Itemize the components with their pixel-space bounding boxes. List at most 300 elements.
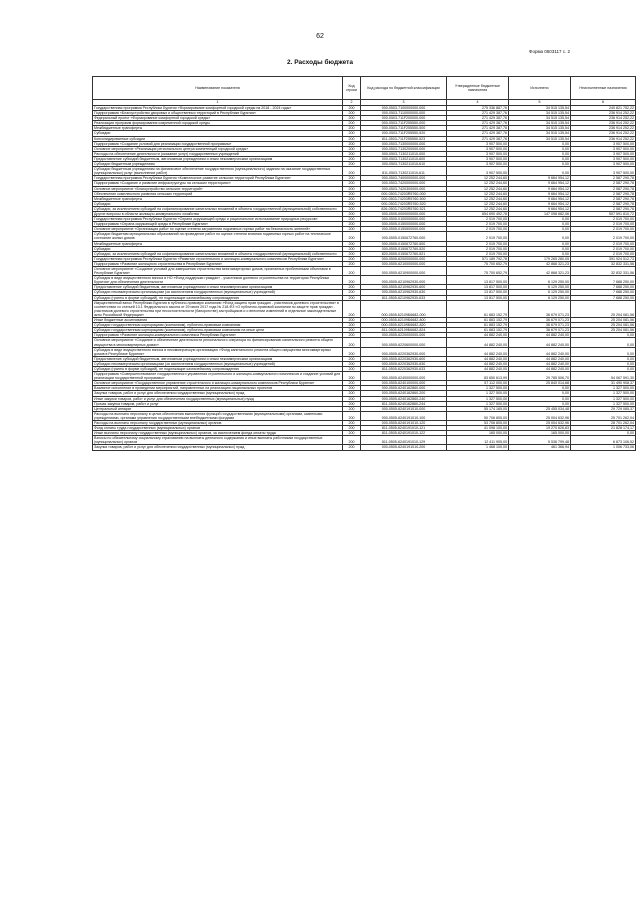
table-body <box>93 106 636 451</box>
row-unexecuted: 236 914 252,22 <box>571 136 636 141</box>
row-name: Субсидии некоммерческим организациям (за исключением государственных (муниципальных) учреждений) <box>93 361 343 366</box>
row-classification-code: 000-0503-7420300000-000 <box>361 186 447 191</box>
row-line-code: 200 <box>343 146 361 151</box>
row-name: Фонд оплаты труда государственных (муниципальных) органов <box>93 426 343 431</box>
row-unexecuted: 1 327 500,00 <box>571 401 636 406</box>
row-unexecuted: 2 587 290,78 <box>571 206 636 211</box>
row-approved: 44 882 240,00 <box>447 366 509 371</box>
row-executed: 25 004 632,96 <box>509 411 571 420</box>
row-name: Субсидии <box>93 201 343 206</box>
row-name: Субсидии, за исключением субсидий на софинансирование капитальных вложений в объекты государственной (муниципальной) собственности <box>93 251 343 256</box>
section-title: 2. Расходы бюджета <box>287 59 353 66</box>
row-name: Предоставление субсидий бюджетным, автономным учреждениям и иным некоммерческим организациям <box>93 356 343 361</box>
row-line-code: 200 <box>343 162 361 167</box>
row-line-code: 200 <box>343 136 361 141</box>
row-approved: 271 429 387,76 <box>447 131 509 136</box>
row-line-code: 200 <box>343 261 361 266</box>
row-line-code: 200 <box>343 356 361 361</box>
row-approved: 12 252 244,60 <box>447 196 509 201</box>
row-classification-code: 000-0503-711F255550-500 <box>361 126 447 131</box>
row-classification-code: 000-0503-7100000000-000 <box>361 106 447 111</box>
row-line-code: 200 <box>343 338 361 347</box>
row-classification-code: 000-0503-7130211010-000 <box>361 151 447 156</box>
column-header-approved: Утвержденные бюджетные назначения <box>447 77 509 100</box>
row-line-code: 200 <box>343 186 361 191</box>
row-name: Субсидии, за исключением субсидий на софинансирование капитальных вложений в объекты государственной (муниципальной) собственности <box>93 206 343 211</box>
row-line-code: 200 <box>343 300 361 317</box>
row-unexecuted: 0,00 <box>571 333 636 338</box>
row-name: Расходы на выплаты персоналу в целях обеспечения выполнения функций государственными (муниципальными) органами, казенными учреждениями, органами управления государственными внебюджетными фондами <box>93 411 343 420</box>
row-line-code: 200 <box>343 267 361 276</box>
row-unexecuted: 7 688 250,00 <box>571 290 636 295</box>
row-executed: 0,00 <box>509 251 571 256</box>
row-classification-code: 000-0505-6220362930-000 <box>361 347 447 356</box>
row-executed: 34 515 135,54 <box>509 106 571 111</box>
row-approved: 3 907 500,00 <box>447 162 509 167</box>
row-unexecuted: 1 327 500,00 <box>571 391 636 396</box>
row-approved: 3 907 500,00 <box>447 151 509 156</box>
row-name: Предоставление субсидий бюджетным, автономным учреждениям и иным некоммерческим организациям <box>93 156 343 161</box>
column-number: 5 <box>509 100 571 106</box>
row-approved: 44 882 240,00 <box>447 361 509 366</box>
column-number: 3 <box>361 100 447 106</box>
row-name: Государственная программа Республики Бурятия «Формирование комфортной городской среды на 2018 - 2024 годы» <box>93 106 343 111</box>
row-unexecuted: 54 067 591,30 <box>571 372 636 381</box>
row-executed: 25 455 034,48 <box>509 406 571 411</box>
row-executed: 147 098 682,06 <box>509 211 571 216</box>
row-line-code: 200 <box>343 211 361 216</box>
row-unexecuted: 7 688 250,00 <box>571 276 636 285</box>
row-name: Основное мероприятие «Государственное управление строительного и жилищно-коммунального комплексов Республики Бурятия» <box>93 381 343 386</box>
row-name: Предоставление субсидий бюджетным, автономным учреждениям и иным некоммерческим организациям <box>93 285 343 290</box>
table-row <box>93 267 636 276</box>
row-name: Прочая закупка товаров, работ и услуг <box>93 401 343 406</box>
row-name: Взносы по обязательному социальному страхованию на выплаты денежного содержания и иные выплаты работникам государственных (муниципальных) органов <box>93 436 343 445</box>
row-classification-code: 000-0505-62109Б6682-800 <box>361 318 447 323</box>
row-name: Закупка товаров, работ и услуг для обеспечения государственных (муниципальных) нужд <box>93 445 343 450</box>
row-approved: 1 327 500,00 <box>447 386 509 391</box>
row-line-code: 200 <box>343 111 361 116</box>
column-number: 4 <box>447 100 509 106</box>
row-approved: 12 252 244,60 <box>447 181 509 186</box>
row-executed: 9 664 954,12 <box>509 191 571 196</box>
row-line-code: 200 <box>343 290 361 295</box>
row-unexecuted: 2 587 290,78 <box>571 186 636 191</box>
row-classification-code: 000-0503-74203R5760-520 <box>361 201 447 206</box>
row-unexecuted: 25 204 081,56 <box>571 328 636 333</box>
row-line-code: 200 <box>343 386 361 391</box>
row-approved: 12 252 244,60 <box>447 176 509 181</box>
row-line-code: 200 <box>343 106 361 111</box>
row-line-code: 200 <box>343 191 361 196</box>
row-approved: 165 000,00 <box>447 431 509 436</box>
row-line-code: 200 <box>343 406 361 411</box>
row-name: Основное мероприятие «Создание условий для завершения строительства многоквартирных домов, признанных проблемными объектами в Республике Бурятия» <box>93 267 343 276</box>
row-line-code: 200 <box>343 276 361 285</box>
row-classification-code: 000-0505-62109Б6682-000 <box>361 300 447 317</box>
row-line-code: 200 <box>343 196 361 201</box>
row-executed: 44 882 240,00 <box>509 338 571 347</box>
row-unexecuted: 236 914 252,22 <box>571 116 636 121</box>
row-executed: 0,00 <box>509 151 571 156</box>
row-classification-code: 811-0505-6240162860-244 <box>361 401 447 406</box>
row-line-code: 200 <box>343 141 361 146</box>
row-name: Подпрограмма «Совершенствование государственного управления строительного и жилищно-коммунального комплексов и создание условий для реализации государственной программы» <box>93 372 343 381</box>
row-line-code: 200 <box>343 396 361 401</box>
row-line-code: 200 <box>343 333 361 338</box>
row-approved: 2 019 700,00 <box>447 217 509 222</box>
row-line-code: 200 <box>343 151 361 156</box>
row-approved: 271 429 387,76 <box>447 111 509 116</box>
row-name: Субсидии государственным корпорациям (компаниям), публично-правовым компаниям на иные цели <box>93 328 343 333</box>
row-classification-code: 000-0505-6220600000-000 <box>361 338 447 347</box>
row-approved: 53 706 805,00 <box>447 421 509 426</box>
column-number: 2 <box>343 100 361 106</box>
row-executed: 25 004 632,96 <box>509 421 571 426</box>
row-executed: 6 129 250,00 <box>509 276 571 285</box>
row-name: Субсидия в виде имущественного взноса в некоммерческую организацию «Фонд капитального ремонта общего имущества многоквартирных домов в Республике Бурятия» <box>93 347 343 356</box>
row-line-code: 200 <box>343 251 361 256</box>
row-unexecuted: 236 914 252,22 <box>571 111 636 116</box>
row-approved: 75 700 652,79 <box>447 267 509 276</box>
row-unexecuted: 0,00 <box>571 366 636 371</box>
row-executed: 34 515 135,54 <box>509 136 571 141</box>
row-name: Основное мероприятие «Реализация регионального центра компетенций городской среды» <box>93 146 343 151</box>
row-approved: 13 817 500,00 <box>447 285 509 290</box>
row-approved: 61 883 152,79 <box>447 328 509 333</box>
row-unexecuted: 0,00 <box>571 356 636 361</box>
row-executed: 25 840 014,68 <box>509 381 571 386</box>
row-approved: 61 883 152,79 <box>447 300 509 317</box>
row-executed: 0,00 <box>509 227 571 232</box>
row-unexecuted: 0,00 <box>571 431 636 436</box>
column-header-line-code: Код строки <box>343 77 361 100</box>
row-executed: 9 664 954,12 <box>509 181 571 186</box>
row-classification-code: 000-0505-6220000000-000 <box>361 333 447 338</box>
row-executed: 36 679 071,23 <box>509 300 571 317</box>
row-approved: 1 468 100,00 <box>447 445 509 450</box>
row-classification-code: 000-0505-6210962930-630 <box>361 290 447 295</box>
row-line-code: 200 <box>343 206 361 211</box>
row-approved: 2 019 700,00 <box>447 222 509 227</box>
row-approved: 61 883 152,79 <box>447 323 509 328</box>
row-approved: 3 907 500,00 <box>447 141 509 146</box>
row-line-code: 200 <box>343 121 361 126</box>
row-approved: 1 327 500,00 <box>447 391 509 396</box>
row-classification-code: 820-0505-0150672760-521 <box>361 251 447 256</box>
row-executed: 44 882 240,00 <box>509 347 571 356</box>
row-line-code: 200 <box>343 366 361 371</box>
row-classification-code: 000-0503-711F200000-000 <box>361 116 447 121</box>
row-name: Субсидии <box>93 246 343 251</box>
row-unexecuted: 1 327 500,00 <box>571 396 636 401</box>
row-unexecuted: 2 587 290,78 <box>571 201 636 206</box>
row-unexecuted: 32 832 331,56 <box>571 261 636 266</box>
row-line-code: 200 <box>343 318 361 323</box>
row-unexecuted: 2 019 700,00 <box>571 241 636 246</box>
row-name: Расходы на выплаты персоналу государственных (муниципальных) органов <box>93 421 343 426</box>
row-classification-code: 000-0505-0000000000-000 <box>361 211 447 216</box>
row-line-code: 200 <box>343 295 361 300</box>
row-unexecuted: 25 204 081,56 <box>571 323 636 328</box>
row-classification-code: 000-0503-7110000000-000 <box>361 111 447 116</box>
row-executed: 19 270 626,83 <box>509 426 571 431</box>
row-line-code: 200 <box>343 401 361 406</box>
row-name: Основное мероприятие «Создание и обеспечение деятельности регионального оператора по финансированию капитального ремонта общего имущества в многоквартирных домах» <box>93 338 343 347</box>
row-name: Консолидированные субсидии <box>93 136 343 141</box>
row-name: Закупка товаров, работ и услуг для обеспечения государственных (муниципальных) нужд <box>93 391 343 396</box>
row-line-code: 200 <box>343 411 361 420</box>
row-unexecuted: 236 914 252,22 <box>571 131 636 136</box>
row-executed: 0,00 <box>509 156 571 161</box>
page-number: 62 <box>316 33 324 40</box>
row-approved: 75 700 652,79 <box>447 261 509 266</box>
row-executed: 44 882 240,00 <box>509 356 571 361</box>
row-approved: 13 817 500,00 <box>447 276 509 285</box>
row-unexecuted: 2 587 290,78 <box>571 176 636 181</box>
row-name: Субсидии государственным корпорациям (компаниям), публично-правовым компаниям <box>93 323 343 328</box>
row-executed: 9 664 954,12 <box>509 196 571 201</box>
row-approved: 83 650 613,99 <box>447 372 509 381</box>
row-executed: 34 515 135,54 <box>509 126 571 131</box>
row-line-code: 200 <box>343 181 361 186</box>
row-approved: 271 429 387,76 <box>447 116 509 121</box>
row-unexecuted: 25 204 081,56 <box>571 300 636 317</box>
row-classification-code: 000-0505-6240191010-100 <box>361 411 447 420</box>
row-executed: 9 664 954,12 <box>509 201 571 206</box>
row-approved: 2 019 700,00 <box>447 241 509 246</box>
row-executed: 9 664 954,12 <box>509 176 571 181</box>
row-line-code: 200 <box>343 436 361 445</box>
row-name: Межбюджетные трансферты <box>93 126 343 131</box>
column-header-classification-code: Код расхода по бюджетной классификации <box>361 77 447 100</box>
row-classification-code: 000-0503-7130000000-000 <box>361 141 447 146</box>
row-executed: 0,00 <box>509 241 571 246</box>
row-classification-code: 000-0503-74203R5760-500 <box>361 196 447 201</box>
row-executed: 36 679 071,23 <box>509 323 571 328</box>
row-unexecuted: 0,00 <box>571 361 636 366</box>
row-line-code: 200 <box>343 131 361 136</box>
row-classification-code: 000-0505-0150600000-000 <box>361 227 447 232</box>
row-classification-code: 000-0503-7420000000-000 <box>361 181 447 186</box>
row-unexecuted: 3 907 500,00 <box>571 141 636 146</box>
row-name: Иные выплаты персоналу государственных (муниципальных) органов, за исключением фонда оплаты труда <box>93 431 343 436</box>
row-unexecuted: 2 019 700,00 <box>571 246 636 251</box>
row-name: Подпрограмма «Благоустройство дворовых и общественных территорий в Республике Бурятия» <box>93 111 343 116</box>
expenses-table <box>92 76 636 451</box>
row-unexecuted: 25 701 262,04 <box>571 411 636 420</box>
row-classification-code: 000-0503-74203R5760-000 <box>361 191 447 196</box>
row-name: Субсидии бюджетам муниципальных образований на проведение работ по оценке степени влияния подземных горных работ на техническое состояние жилых домов <box>93 232 343 241</box>
row-approved: 44 882 240,00 <box>447 347 509 356</box>
row-approved: 57 112 000,00 <box>447 381 509 386</box>
row-executed: 0,00 <box>509 162 571 167</box>
row-approved: 271 429 387,76 <box>447 126 509 131</box>
row-approved: 3 907 500,00 <box>447 156 509 161</box>
row-executed: 0,00 <box>509 396 571 401</box>
row-name: Иные закупки товаров, работ и услуг для обеспечения государственных (муниципальных) нужд <box>93 396 343 401</box>
row-line-code: 200 <box>343 217 361 222</box>
row-executed: 179 265 280,05 <box>509 256 571 261</box>
row-line-code: 200 <box>343 372 361 381</box>
row-name: Подпрограмма «Развитие жилищно-коммунального комплекса Республики Бурятия» <box>93 333 343 338</box>
row-name: Субсидия в виде имущественного взноса в НО «Фонд поддержки граждан» - участников долевого строительства на территории Республики Бурятия» для обеспечения деятельности <box>93 276 343 285</box>
table-row <box>93 167 636 176</box>
row-classification-code: 000-0505-6240000000-000 <box>361 372 447 381</box>
row-name: Основное мероприятие «Благоустройство сельских территорий» <box>93 186 343 191</box>
form-code: Форма 0503117 с. 2 <box>529 49 570 54</box>
row-line-code: 200 <box>343 445 361 450</box>
row-line-code: 200 <box>343 426 361 431</box>
row-unexecuted: 236 914 252,22 <box>571 126 636 131</box>
row-unexecuted: 7 688 250,00 <box>571 295 636 300</box>
row-name: Государственная программа Республики Бурятия «Комплексное развитие сельских территорий Республики Бурятия» <box>93 176 343 181</box>
row-approved: 55 174 165,00 <box>447 406 509 411</box>
row-unexecuted: 240 821 752,22 <box>571 106 636 111</box>
row-line-code: 200 <box>343 167 361 176</box>
row-executed: 42 868 321,23 <box>509 261 571 266</box>
row-approved: 275 336 887,76 <box>447 106 509 111</box>
row-unexecuted: 2 587 290,78 <box>571 181 636 186</box>
row-line-code: 200 <box>343 116 361 121</box>
row-unexecuted: 236 914 252,22 <box>571 121 636 126</box>
row-classification-code: 826-0503-74203R5760-521 <box>361 206 447 211</box>
row-approved: 13 817 500,00 <box>447 290 509 295</box>
row-name: Иные бюджетные ассигнования <box>93 318 343 323</box>
row-classification-code: 811-0503-7130211010-611 <box>361 167 447 176</box>
row-unexecuted: 7 688 250,00 <box>571 285 636 290</box>
row-name: Подпрограмма «Охрана окружающей среды в Республике Бурятия» <box>93 222 343 227</box>
row-unexecuted: 1 327 500,00 <box>571 386 636 391</box>
row-executed: 0,00 <box>509 386 571 391</box>
row-line-code: 200 <box>343 156 361 161</box>
row-approved: 3 907 500,00 <box>447 167 509 176</box>
row-line-code: 200 <box>343 246 361 251</box>
row-approved: 13 817 500,00 <box>447 295 509 300</box>
row-approved: 571 189 792,78 <box>447 256 509 261</box>
row-classification-code: 000-0505-6210000000-000 <box>361 261 447 266</box>
row-classification-code: 000-0505-6220362930-600 <box>361 356 447 361</box>
table-row <box>93 276 636 285</box>
row-name: Государственная программа Республики Бурятия «Охрана окружающей среды и рациональное использование природных ресурсов» <box>93 217 343 222</box>
row-classification-code: 811-0505-6220362930-633 <box>361 366 447 371</box>
row-classification-code: 000-0503-711F255550-000 <box>361 121 447 126</box>
row-name: Взаимное исполнение в проведении мероприятий, направленных на реализацию национальных проектов <box>93 386 343 391</box>
table-row <box>93 300 636 317</box>
table-row <box>93 445 636 450</box>
row-unexecuted: 3 907 500,00 <box>571 167 636 176</box>
row-line-code: 200 <box>343 381 361 386</box>
column-header-unexecuted: Неисполненные назначения <box>571 77 636 100</box>
row-executed: 42 868 321,23 <box>509 267 571 276</box>
row-unexecuted: 391 924 512,73 <box>571 256 636 261</box>
column-number: 6 <box>571 100 636 106</box>
row-unexecuted: 28 701 262,04 <box>571 421 636 426</box>
row-approved: 1 327 500,00 <box>447 401 509 406</box>
row-approved: 271 429 387,76 <box>447 136 509 141</box>
row-line-code: 200 <box>343 256 361 261</box>
row-executed: 9 664 954,12 <box>509 186 571 191</box>
row-line-code: 200 <box>343 126 361 131</box>
row-line-code: 200 <box>343 201 361 206</box>
row-executed: 34 515 135,54 <box>509 131 571 136</box>
row-name: Основное мероприятие «Организация работ по оценке степени загрязнения подземных горных работ на безопасность жителей» <box>93 227 343 232</box>
row-executed: 0,00 <box>509 246 571 251</box>
row-classification-code: 000-0505-6210962930-600 <box>361 285 447 290</box>
row-classification-code: 000-0505-6220362930-630 <box>361 361 447 366</box>
row-line-code: 200 <box>343 347 361 356</box>
row-classification-code: 000-0505-6240191010-120 <box>361 421 447 426</box>
row-classification-code: 000-0505-6200000000-000 <box>361 256 447 261</box>
row-approved: 12 252 244,60 <box>447 191 509 196</box>
row-classification-code: 000-0503-7130200000-000 <box>361 146 447 151</box>
row-approved: 2 019 700,00 <box>447 232 509 241</box>
row-name: Реализация программ формирования современной городской среды <box>93 121 343 126</box>
row-line-code: 200 <box>343 227 361 232</box>
row-approved: 1 327 500,00 <box>447 396 509 401</box>
row-unexecuted: 31 490 908,37 <box>571 381 636 386</box>
row-unexecuted: 1 006 733,06 <box>571 445 636 450</box>
row-approved: 2 019 700,00 <box>447 246 509 251</box>
row-classification-code: 000-0505-62109Б6682-820 <box>361 323 447 328</box>
row-name: Обеспечение комплексного развития сельских территорий <box>93 191 343 196</box>
row-line-code: 200 <box>343 328 361 333</box>
table-header-row <box>93 77 636 100</box>
row-executed: 6 129 250,00 <box>509 295 571 300</box>
row-executed: 0,00 <box>509 232 571 241</box>
row-approved: 44 882 240,00 <box>447 338 509 347</box>
row-classification-code: 000-0505-6210962930-000 <box>361 276 447 285</box>
row-approved: 12 411 905,00 <box>447 436 509 445</box>
row-approved: 61 883 152,79 <box>447 318 509 323</box>
table-row <box>93 338 636 347</box>
row-unexecuted: 2 587 290,78 <box>571 191 636 196</box>
row-name: Центральный аппарат <box>93 406 343 411</box>
row-unexecuted: 2 019 700,00 <box>571 227 636 232</box>
row-approved: 50 706 805,00 <box>447 411 509 420</box>
row-name: Имущественный взнос Республики Бурятия в публично-правовую компанию «Фонд защиты прав граждан - участников долевого строительства» в соответствии со статьей 13.1 Федерального закона от 29 июля 2017 года № 218-ФЗ «О публично-правовой компании по защите прав граждан - участников долевого строительства при несостоятельности (банкротстве) застройщиков и о внесении изменений в отдельные законодательные акты Российской Федерации» <box>93 300 343 317</box>
row-approved: 654 690 492,78 <box>447 211 509 216</box>
row-classification-code: 000-0505-0150672760-000 <box>361 232 447 241</box>
row-name: Подпрограмма «Создание условий для реализации государственной программы» <box>93 141 343 146</box>
row-name: Межбюджетные трансферты <box>93 241 343 246</box>
row-name: Подпрограмма «Создание и развитие инфраструктуры на сельских территориях» <box>93 181 343 186</box>
row-executed: 5 536 799,48 <box>509 436 571 445</box>
row-name: Субсидии (гранты в форме субсидий), не подлежащие казначейскому сопровождению <box>93 295 343 300</box>
row-executed: 29 785 506,70 <box>509 372 571 381</box>
row-classification-code: 000-0503-711F255550-520 <box>361 131 447 136</box>
row-name: Субсидии некоммерческим организациям (за исключением государственных (муниципальных) учреждений) <box>93 290 343 295</box>
row-unexecuted: 3 907 500,00 <box>571 156 636 161</box>
row-unexecuted: 6 873 106,52 <box>571 436 636 445</box>
row-unexecuted: 32 832 331,56 <box>571 267 636 276</box>
row-executed: 36 679 071,23 <box>509 318 571 323</box>
table-row <box>93 232 636 241</box>
row-classification-code: 000-0503-7130211010-610 <box>361 162 447 167</box>
row-classification-code: 000-0505-6240162860-000 <box>361 386 447 391</box>
row-executed: 6 129 250,00 <box>509 285 571 290</box>
row-line-code: 200 <box>343 361 361 366</box>
row-approved: 12 252 244,60 <box>447 206 509 211</box>
row-executed: 0,00 <box>509 401 571 406</box>
row-approved: 2 019 700,00 <box>447 227 509 232</box>
row-classification-code: 000-0505-6240162860-240 <box>361 396 447 401</box>
row-classification-code: 000-0505-6210900000-000 <box>361 267 447 276</box>
row-line-code: 200 <box>343 176 361 181</box>
row-approved: 3 907 500,00 <box>447 146 509 151</box>
row-approved: 41 098 100,00 <box>447 426 509 431</box>
row-name: Федеральный проект «Формирование комфортной городской среды» <box>93 116 343 121</box>
